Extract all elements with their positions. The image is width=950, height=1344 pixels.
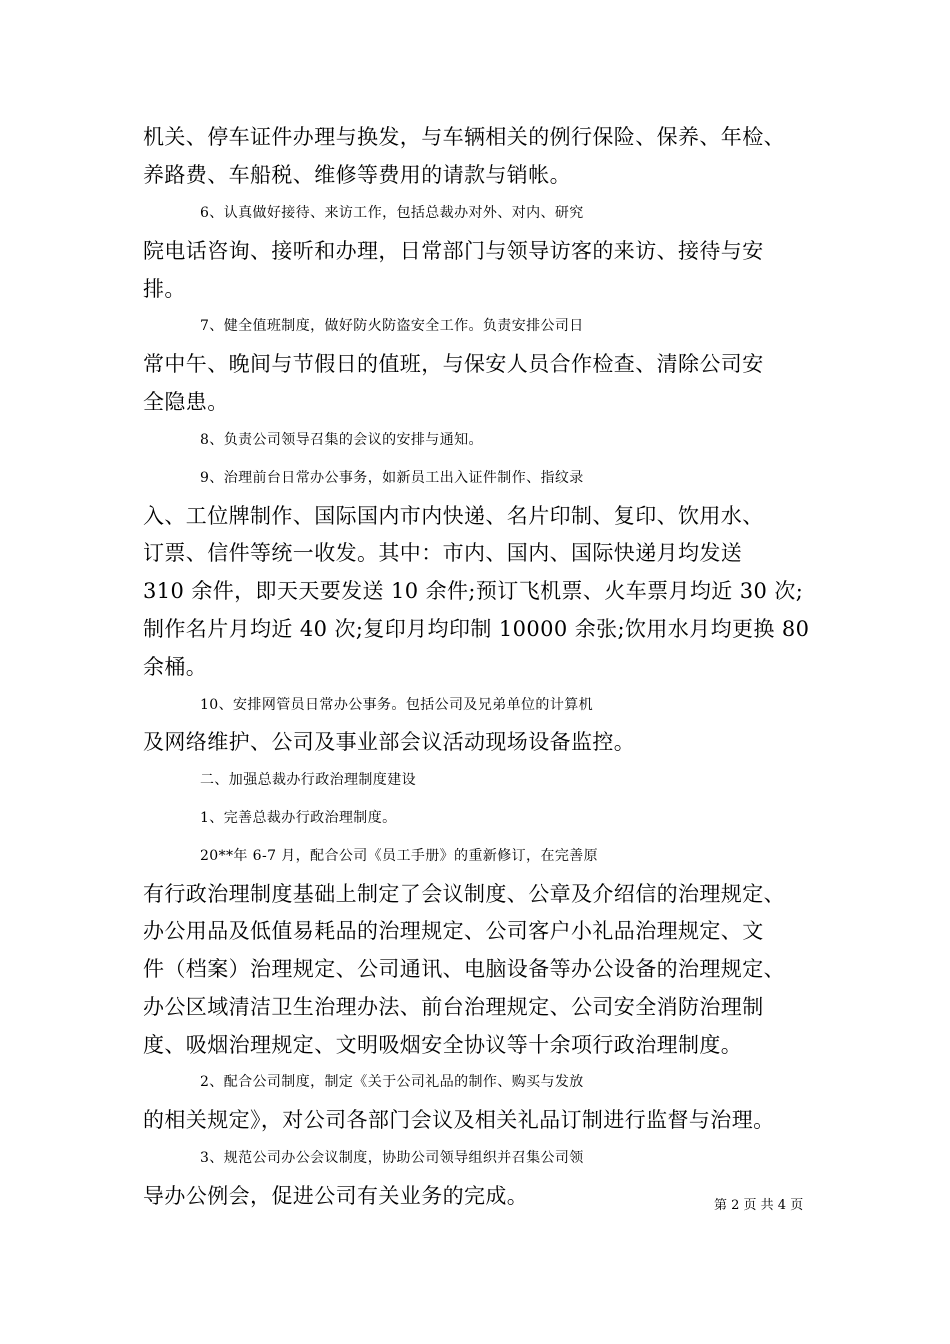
text-line: 2、配合公司制度，制定《关于公司礼品的制作、购买与发放 [200, 1074, 584, 1090]
text-line: 机关、停车证件办理与换发，与车辆相关的例行保险、保养、年检、 [143, 125, 785, 149]
text-line: 的相关规定》，对公司各部门会议及相关礼品订制进行监督与治理。 [143, 1108, 775, 1132]
text-line: 全隐患。 [143, 390, 229, 414]
text-line: 8、负责公司领导召集的会议的安排与通知。 [200, 432, 483, 448]
text-line: 20**年 6-7 月，配合公司《员工手册》的重新修订，在完善原 [200, 848, 599, 864]
section-heading: 二、加强总裁办行政治理制度建设 [200, 772, 416, 788]
text-line: 件（档案）治理规定、公司通讯、电脑设备等办公设备的治理规定、 [143, 957, 785, 981]
text-line: 导办公例会，促进公司有关业务的完成。 [143, 1184, 529, 1208]
text-line: 制作名片月均近 40 次;复印月均印制 10000 余张;饮用水月均更换 80 [143, 617, 810, 641]
text-line: 办公区域清洁卫生治理办法、前台治理规定、公司安全消防治理制 [143, 995, 764, 1019]
text-line: 余桶。 [143, 655, 208, 679]
text-line: 办公用品及低值易耗品的治理规定、公司客户小礼品治理规定、文 [143, 919, 764, 943]
text-line: 常中午、晚间与节假日的值班，与保安人员合作检查、清除公司安 [143, 352, 764, 376]
text-line: 310 余件，即天天要发送 10 余件;预订飞机票、火车票月均近 30 次; [143, 579, 804, 603]
text-line: 院电话咨询、接听和办理，日常部门与领导访客的来访、接待与安 [143, 239, 764, 263]
text-line: 6、认真做好接待、来访工作，包括总裁办对外、对内、研究 [200, 205, 584, 221]
text-line: 7、健全值班制度，做好防火防盗安全工作。负责安排公司日 [200, 318, 584, 334]
text-line: 入、工位牌制作、国际国内市内快递、名片印制、复印、饮用水、 [143, 504, 764, 528]
text-line: 1、完善总裁办行政治理制度。 [200, 810, 397, 826]
text-line: 度、吸烟治理规定、文明吸烟安全协议等十余项行政治理制度。 [143, 1033, 743, 1057]
text-line: 3、规范公司办公会议制度，协助公司领导组织并召集公司领 [200, 1150, 584, 1166]
text-line: 养路费、车船税、维修等费用的请款与销帐。 [143, 163, 571, 187]
text-line: 订票、信件等统一收发。其中：市内、国内、国际快递月均发送 [143, 541, 743, 565]
text-line: 10、安排网管员日常办公事务。包括公司及兄弟单位的计算机 [200, 697, 594, 713]
text-line: 及网络维护、公司及事业部会议活动现场设备监控。 [143, 730, 636, 754]
text-line: 9、治理前台日常办公事务，如新员工出入证件制作、指纹录 [200, 470, 584, 486]
text-line: 排。 [143, 277, 186, 301]
text-line: 有行政治理制度基础上制定了会议制度、公章及介绍信的治理规定、 [143, 882, 785, 906]
page-number-footer: 第 2 页 共 4 页 [714, 1198, 804, 1213]
